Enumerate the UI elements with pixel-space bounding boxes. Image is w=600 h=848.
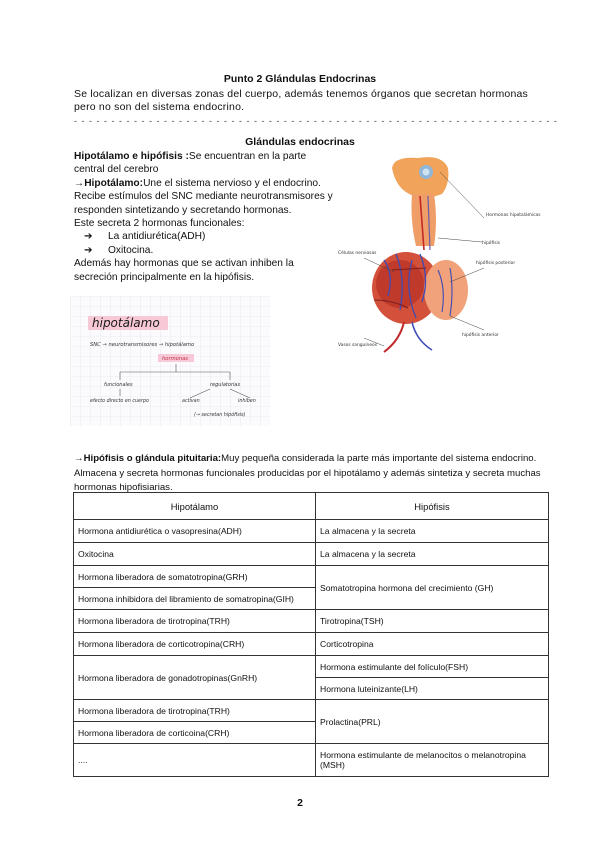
table-header-cell: Hipotálamo [74, 493, 316, 520]
hipotalamo-sub-heading: →Hipotálamo: [74, 177, 144, 189]
hipotalamo-line-1: Recibe estímulos del SNC mediante neurotransmisores y responden sintetizando y secretando hormonas. [74, 191, 333, 216]
diagram-label: Hormonas hipotalámicas [486, 213, 541, 218]
diagram-label: hipófisis anterior [462, 333, 499, 338]
hipotalamo-heading-line [74, 150, 336, 177]
handwritten-notes-image [70, 296, 270, 426]
pituitaria-section [74, 452, 544, 496]
table-cell: Hormona liberadora de corticoina(CRH) [74, 722, 316, 744]
table-row [74, 566, 549, 588]
table-cell: Hormona liberadora de gonadotropinas(GnRH) [74, 656, 316, 700]
pituitaria-heading-text: Muy pequeña considerada la parte más importante del sistema endocrino. [221, 453, 537, 464]
page-number: 2 [297, 797, 303, 809]
section-subtitle: Glándulas endocrinas [245, 136, 355, 148]
hipotalamo-heading-text: Se encuentran en la parte central del cerebro [74, 151, 307, 176]
table-row [74, 656, 549, 678]
pituitary-gland-illustration [334, 150, 541, 360]
table-cell: Corticotropina [316, 633, 549, 656]
table-cell: Hormona inhibidora del libramiento de somatropina(GIH) [74, 588, 316, 610]
table-cell: Hormona estimulante de melanocitos o melanotropina (MSH) [316, 744, 549, 777]
intro-paragraph: Se localizan en diversas zonas del cuerpo, además tenemos órganos que secretan hormonas pero no son del sistema endocrino. [74, 88, 528, 113]
table-row [74, 520, 549, 543]
table-row [74, 543, 549, 566]
notes-hormonas: hormonas [162, 356, 188, 362]
hipotalamo-heading: Hipotálamo e hipófisis : [74, 151, 189, 162]
hormone-list-item [74, 230, 336, 243]
table-cell: Hormona antidiurética o vasopresina(ADH) [74, 520, 316, 543]
table-row [74, 744, 549, 777]
table-cell: La almacena y la secreta [316, 543, 549, 566]
pituitaria-heading-line [74, 452, 544, 467]
hipotalamo-sub-text: Une el sistema nervioso y el endocrino. [143, 177, 321, 189]
arrow-bullet-icon: ➔ [84, 231, 93, 243]
pituitaria-line: Almacena y secreta hormonas funcionales producidas por el hipotálamo y además sintetiza y secreta muchas hormonas hipofisiarias. [74, 467, 541, 493]
page-title: Punto 2 Glándulas Endocrinas [223, 73, 377, 85]
table-cell: La almacena y la secreta [316, 520, 549, 543]
table-row [74, 610, 549, 633]
table-cell: Hormona liberadora de corticotropina(CRH) [74, 633, 316, 656]
hipotalamo-line-2: Este secreta 2 hormonas funcionales: [74, 218, 245, 230]
notes-mid-sub: activan [182, 399, 200, 404]
table-cell: Somatotropina hormona del crecimiento (GH) [316, 566, 549, 610]
table-cell: .... [74, 744, 316, 777]
hormones-table [73, 492, 549, 777]
diagram-label: Vasos sanguíneos [338, 343, 378, 348]
hormone-item-label: Oxitocina. [108, 244, 154, 256]
table-cell: Hormona estimulante del folículo(FSH) [316, 656, 549, 678]
table-header-row [74, 493, 549, 520]
table-header-cell: Hipófisis [316, 493, 549, 520]
notes-right-sub: inhiben [238, 399, 256, 404]
hormone-list-item [74, 244, 336, 257]
hipotalamo-section [74, 150, 336, 284]
notes-flow: SNC → neurotransmisores → hipotálamo [90, 342, 195, 348]
table-row [74, 700, 549, 722]
table-cell: Hormona liberadora de somatotropina(GRH) [74, 566, 316, 588]
hipotalamo-sub-line [74, 177, 336, 190]
hipotalamo-line-3: Además hay hormonas que se activan inhiben la secreción principalmente en la hipófisis. [74, 258, 294, 283]
notes-bottom: (→ secretan hipófisis) [194, 413, 246, 418]
arrow-bullet-icon: ➔ [84, 244, 93, 256]
diagram-label: hipófisis posterior [476, 261, 516, 266]
diagram-label: hipófisis [482, 241, 501, 246]
diagram-label: Células nerviosas [338, 251, 377, 256]
table-cell: Hormona liberadora de tirotropina(TRH) [74, 610, 316, 633]
notes-title: hipotálamo [92, 316, 160, 330]
hormone-item-label: La antidiurética(ADH) [108, 231, 206, 243]
dashed-divider: - - - - - - - - - - - - - - - - - - - - - - - - - - - - - - - - - - - - - - - - - - - - - - - - - - - - - - - - - - - - - - - - - [74, 116, 558, 126]
notes-left: funcionales [104, 382, 133, 388]
pituitaria-heading: →Hipófisis o glándula pituitaria: [74, 453, 222, 464]
table-cell: Hormona luteinizante(LH) [316, 678, 549, 700]
table-cell: Tirotropina(TSH) [316, 610, 549, 633]
table-cell: Prolactina(PRL) [316, 700, 549, 744]
table-cell: Hormona liberadora de tirotropina(TRH) [74, 700, 316, 722]
table-row [74, 633, 549, 656]
notes-right: regulatorias [210, 382, 241, 388]
table-cell: Oxitocina [74, 543, 316, 566]
notes-left-sub: efecto directo en cuerpo [90, 399, 149, 404]
